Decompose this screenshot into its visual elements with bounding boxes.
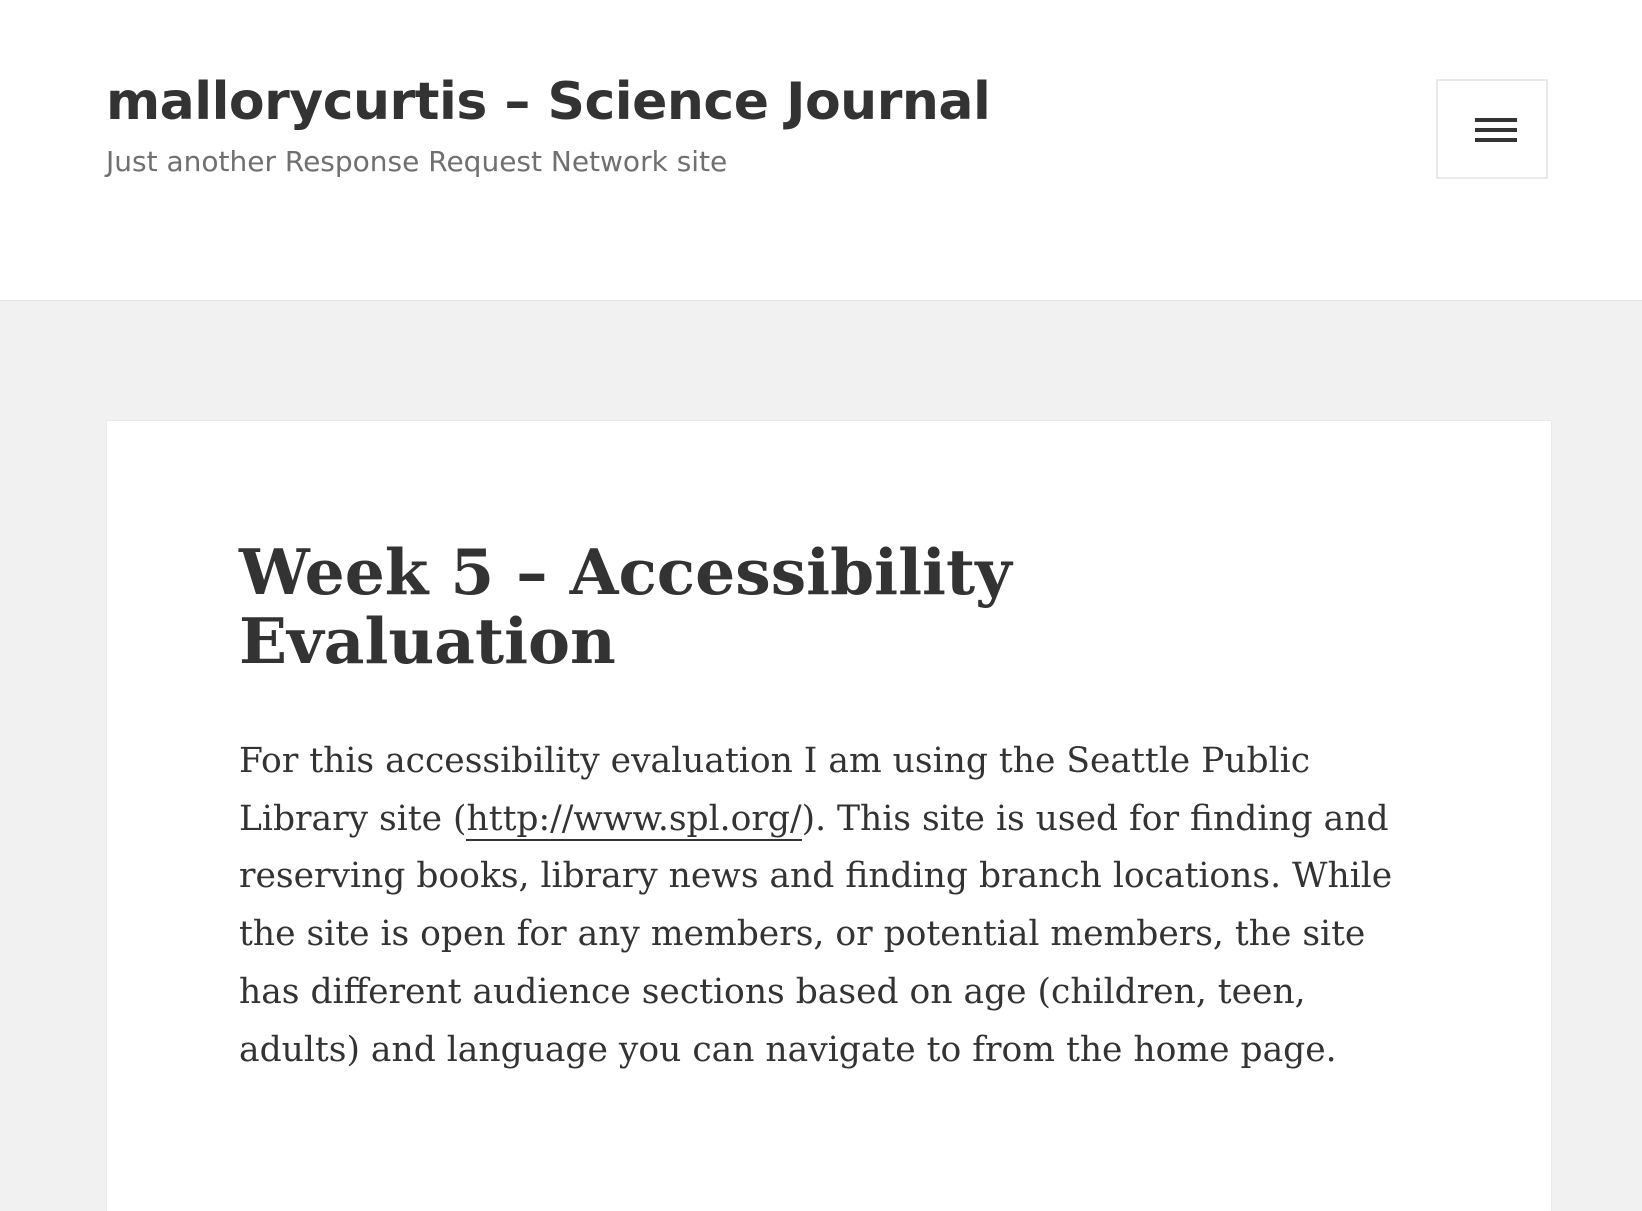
post-title-line-1: Week 5 – Accessibility — [239, 535, 1012, 609]
site-description: Just another Response Request Network site — [106, 145, 728, 178]
menu-toggle-button[interactable] — [1436, 79, 1548, 179]
spl-link[interactable]: http://www.spl.org/ — [466, 798, 802, 839]
post-title-line-2: Evaluation — [239, 604, 616, 678]
post-title[interactable] — [239, 535, 1339, 678]
post-article — [107, 421, 1551, 1211]
post-paragraph — [239, 733, 1429, 1079]
post-content — [239, 733, 1429, 1079]
site-title[interactable]: mallorycurtis – Science Journal — [106, 72, 991, 132]
paragraph-text-after-link: ). This site is used for finding and reserving books, library news and finding branch locations. While the site is open for any members, or potential members, the site has different audience sections based on age (children, teen, adults) and language you can navigate to from the home page. — [239, 798, 1393, 1070]
hamburger-menu-icon — [1475, 138, 1517, 142]
site-header — [0, 0, 1642, 301]
hamburger-menu-icon — [1475, 128, 1517, 132]
paragraph-text-before-link: For this accessibility evaluation I am using the Seattle Public Library site ( — [239, 741, 1311, 839]
hamburger-menu-icon — [1475, 118, 1517, 122]
